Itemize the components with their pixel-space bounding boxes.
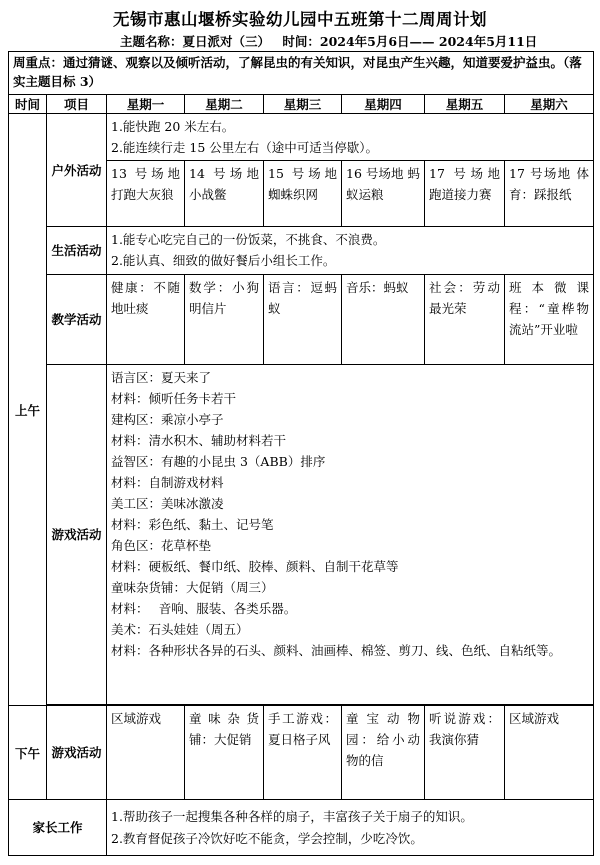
- life-items: [107, 227, 594, 275]
- col-header-tue: 星期二: [185, 95, 264, 114]
- game-area-item: 美工区：美味冰激凌: [111, 496, 224, 511]
- games-label: 游戏活动: [47, 365, 107, 705]
- game-area-item: 材料：自制游戏材料: [111, 475, 224, 490]
- teaching-mon: 健康：不随地吐痰: [107, 275, 185, 365]
- afternoon-fri: 听说游戏：我演你猜: [425, 706, 505, 800]
- theme-name: 主题名称：夏日派对（三）: [120, 34, 271, 49]
- parents-item: 2.教育督促孩子冷饮好吃不能贪，学会控制，少吃冷饮。: [111, 830, 423, 846]
- col-header-wed: 星期三: [264, 95, 342, 114]
- parents-items: [107, 800, 594, 856]
- outdoor-goal: 1.能快跑 20 米左右。: [111, 119, 235, 134]
- outdoor-goals: [107, 114, 594, 161]
- morning-label: 上午: [9, 114, 47, 706]
- col-header-mon: 星期一: [107, 95, 185, 114]
- teaching-label: 教学活动: [47, 275, 107, 365]
- teaching-sat: 班本微课程：“童桦物流站”开业啦: [505, 275, 594, 365]
- life-item: 2.能认真、细致的做好餐后小组长工作。: [111, 253, 336, 268]
- afternoon-wed: 手工游戏：夏日格子风: [264, 706, 342, 800]
- life-label: 生活活动: [47, 227, 107, 275]
- outdoor-sat: 17 号场地 体育：踩报纸: [505, 161, 594, 227]
- teaching-fri: 社会：劳动最光荣: [425, 275, 505, 365]
- col-header-sat: 星期六: [505, 95, 594, 114]
- teaching-wed: 语言：逗蚂蚁: [264, 275, 342, 365]
- outdoor-mon: 13 号场地 打跑大灰狼: [107, 161, 185, 227]
- afternoon-sat: 区域游戏: [505, 706, 594, 800]
- game-area-item: 建构区：乘凉小亭子: [111, 412, 224, 427]
- game-area-item: 材料： 音响、服装、各类乐器。: [111, 601, 297, 616]
- parents-label: 家长工作: [9, 800, 107, 856]
- teaching-thu: 音乐：蚂蚁: [342, 275, 425, 365]
- afternoon-games-label: 游戏活动: [47, 706, 107, 800]
- game-area-item: 语言区：夏天来了: [111, 370, 212, 385]
- afternoon-thu: 童宝动物园：给小动物的信: [342, 706, 425, 800]
- game-area-item: 材料：倾听任务卡若干: [111, 391, 237, 406]
- teaching-tue: 数学：小狗明信片: [185, 275, 264, 365]
- weekly-plan-table: [8, 51, 594, 856]
- game-area-item: 材料：彩色纸、黏土、记号笔: [111, 517, 274, 532]
- page-title: 无锡市惠山堰桥实验幼儿园中五班第十二周周计划: [113, 10, 487, 29]
- header-row: [9, 95, 594, 114]
- date-range: 时间：2024年5月6日—— 2024年5月11日: [282, 34, 538, 49]
- parents-item: 1.帮助孩子一起搜集各种各样的扇子，丰富孩子关于扇子的知识。: [111, 808, 473, 824]
- game-area-item: 材料：各种形状各异的石头、颜料、油画棒、棉签、剪刀、线、色纸、自粘纸等。: [111, 643, 562, 658]
- col-header-time: 时间: [9, 95, 47, 114]
- col-header-item: 项目: [47, 95, 107, 114]
- outdoor-label: 户外活动: [47, 114, 107, 227]
- game-areas: [107, 365, 594, 705]
- afternoon-label: 下午: [9, 706, 47, 800]
- col-header-thu: 星期四: [342, 95, 425, 114]
- col-header-fri: 星期五: [425, 95, 505, 114]
- game-area-item: 美术：石头娃娃（周五）: [111, 622, 249, 637]
- subtitle: [120, 32, 545, 50]
- game-area-item: 材料：硬板纸、餐巾纸、胶棒、颜料、自制干花草等: [111, 559, 399, 574]
- life-item: 1.能专心吃完自己的一份饭菜，不挑食、不浪费。: [111, 232, 386, 247]
- game-area-item: 角色区：花草杯垫: [111, 538, 212, 553]
- game-area-item: 材料：清水积木、辅助材料若干: [111, 433, 287, 448]
- afternoon-mon: 区域游戏: [107, 706, 185, 800]
- game-area-item: 益智区：有趣的小昆虫 3（ABB）排序: [111, 454, 326, 469]
- outdoor-goal: 2.能连续行走 15 公里左右（途中可适当停歇）。: [111, 140, 379, 155]
- outdoor-tue: 14 号场地 小战鳖: [185, 161, 264, 227]
- afternoon-tue: 童味杂货铺：大促销: [185, 706, 264, 800]
- weekly-focus: 周重点：通过猜谜、观察以及倾听活动，了解昆虫的有关知识，对昆虫产生兴趣，知道要爱护益虫。（落实主题目标 3）: [9, 52, 594, 95]
- outdoor-wed: 15 号场地 蜘蛛织网: [264, 161, 342, 227]
- outdoor-fri: 17 号场地 跑道接力赛: [425, 161, 505, 227]
- outdoor-thu: 16 号场地 蚂蚁运粮: [342, 161, 425, 227]
- game-area-item: 童味杂货铺：大促销（周三）: [111, 580, 274, 595]
